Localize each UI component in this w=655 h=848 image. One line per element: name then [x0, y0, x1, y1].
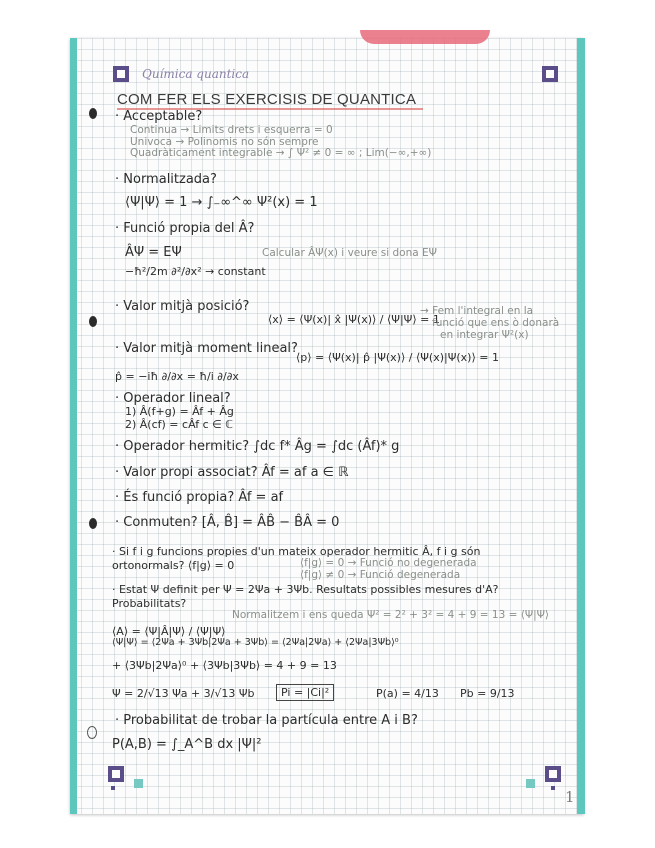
corner-mark-top-right: [542, 66, 558, 82]
funcio-propia-note: Calcular ÂΨ(x) i veure si dona EΨ: [262, 247, 437, 259]
operador-lineal-rule-1: 1) Â(f+g) = Âf + Âg: [125, 405, 234, 418]
binder-hole-2: [89, 316, 97, 327]
probability-a: P(a) = 4/13: [376, 687, 439, 700]
page-edge-left: [70, 38, 77, 814]
binder-hole-1: [89, 108, 97, 119]
probabilitat-question: · Probabilitat de trobar la partícula entre A i B?: [115, 713, 418, 728]
norm-expansion-1: ⟨Ψ|Ψ⟩ = ⟨2Ψa + 3Ψb|2Ψa + 3Ψb⟩ = ⟨2Ψa|2Ψa⟩ + ⟨2Ψa|3Ψb⟩⁰: [112, 637, 399, 648]
funcio-propia-operator: −ħ²/2m ∂²/∂x² → constant: [125, 265, 266, 278]
valor-posicio-note-2: funció que ens ò donarà: [432, 317, 560, 329]
momentum-operator: p̂ = −iħ ∂/∂x = ħ/i ∂/∂x: [115, 370, 239, 383]
ortonormals-note-2: ⟨f|g⟩ ≠ 0 → Funció degenerada: [300, 569, 461, 581]
hermitic-question: · Operador hermitic? ∫dc f* Âg = ∫dc (Âf)* g: [115, 439, 400, 454]
acceptable-line-2: Univoca → Polinomis no són sempre: [130, 136, 319, 148]
funcio-propia-formula: ÂΨ = EΨ: [125, 245, 182, 260]
page-tab-marker: [360, 30, 490, 44]
corner-mark-bottom-right: [545, 766, 561, 782]
estat-line-2: Probabilitats?: [112, 597, 187, 610]
probability-rule-box: Pi = |Ci|²: [276, 684, 334, 701]
mini-mark-right: [551, 786, 555, 790]
ortonormals-note-1: ⟨f|g⟩ = 0 → Funció no degenerada: [300, 557, 477, 569]
expectation-formula: ⟨A⟩ = ⟨Ψ|Â|Ψ⟩ / ⟨Ψ|Ψ⟩: [112, 625, 226, 638]
page-number: 1: [565, 788, 575, 806]
es-funcio-question: · És funció propia? Âf = af: [115, 490, 284, 505]
probabilitat-formula: P(A,B) = ∫_A^B dx |Ψ|²: [112, 737, 262, 752]
normalitzada-formula: ⟨Ψ|Ψ⟩ = 1 → ∫₋∞^∞ Ψ²(x) = 1: [125, 195, 318, 210]
acceptable-question: · Acceptable?: [115, 109, 203, 124]
norm-expansion-2: + ⟨3Ψb|2Ψa⟩⁰ + ⟨3Ψb|3Ψb⟩ = 4 + 9 = 13: [112, 659, 337, 672]
teal-square-mark-right: [526, 779, 535, 788]
ortonormals-line-1: · Si f i g funcions propies d'un mateix operador hermitic Â, f i g són: [112, 545, 481, 558]
mini-mark-left: [111, 786, 115, 790]
estat-line-1: · Estat Ψ definit per Ψ = 2Ψa + 3Ψb. Resultats possibles mesures d'A?: [112, 583, 499, 596]
valor-moment-formula: ⟨p⟩ = ⟨Ψ(x)| p̂ |Ψ(x)⟩ / ⟨Ψ(x)|Ψ(x)⟩ = 1: [296, 351, 499, 364]
valor-posicio-formula: ⟨x⟩ = ⟨Ψ(x)| x̂ |Ψ(x)⟩ / ⟨Ψ|Ψ⟩ = 1: [268, 313, 440, 326]
valor-posicio-note-3: en integrar Ψ²(x): [440, 329, 529, 341]
ortonormals-line-2: ortonormals? ⟨f|g⟩ = 0: [112, 559, 235, 572]
valor-propi-question: · Valor propi associat? Âf = af a ∈ ℝ: [115, 465, 349, 480]
binder-hole-4: [87, 726, 97, 739]
acceptable-line-3: Quadràticament integrable → ∫ Ψ² ≠ 0 = ∞ ; Lim(−∞,+∞): [130, 147, 432, 159]
estat-normalize-note: Normalitzem i ens queda Ψ² = 2² + 3² = 4 + 9 = 13 = ⟨Ψ|Ψ⟩: [232, 609, 550, 621]
page-title: COM FER ELS EXERCISIS DE QUANTICA: [117, 91, 417, 108]
teal-square-mark-left: [134, 779, 143, 788]
corner-mark-bottom-left: [108, 766, 124, 782]
valor-moment-question: · Valor mitjà moment lineal?: [115, 341, 298, 356]
corner-mark-top-left: [113, 66, 129, 82]
operador-lineal-rule-2: 2) Â(cf) = cÂf c ∈ ℂ: [125, 418, 233, 431]
binder-hole-3: [89, 518, 97, 529]
probability-b: Pb = 9/13: [460, 687, 515, 700]
valor-posicio-note-1: → Fem l'integral en la: [420, 305, 534, 317]
normalitzada-question: · Normalitzada?: [115, 172, 217, 187]
valor-posicio-question: · Valor mitjà posició?: [115, 299, 250, 314]
normalized-state: Ψ = 2/√13 Ψa + 3/√13 Ψb: [112, 687, 255, 700]
page-edge-right: [577, 38, 585, 814]
funcio-propia-question: · Funció propia del Â?: [115, 221, 255, 236]
operador-lineal-question: · Operador lineal?: [115, 391, 231, 406]
acceptable-line-1: Continua → Limits drets i esquerra = 0: [130, 124, 333, 136]
subject-label: Química quantica: [142, 67, 250, 81]
conmuten-question: · Conmuten? [Â, B̂] = ÂB̂ − B̂Â = 0: [115, 515, 340, 530]
